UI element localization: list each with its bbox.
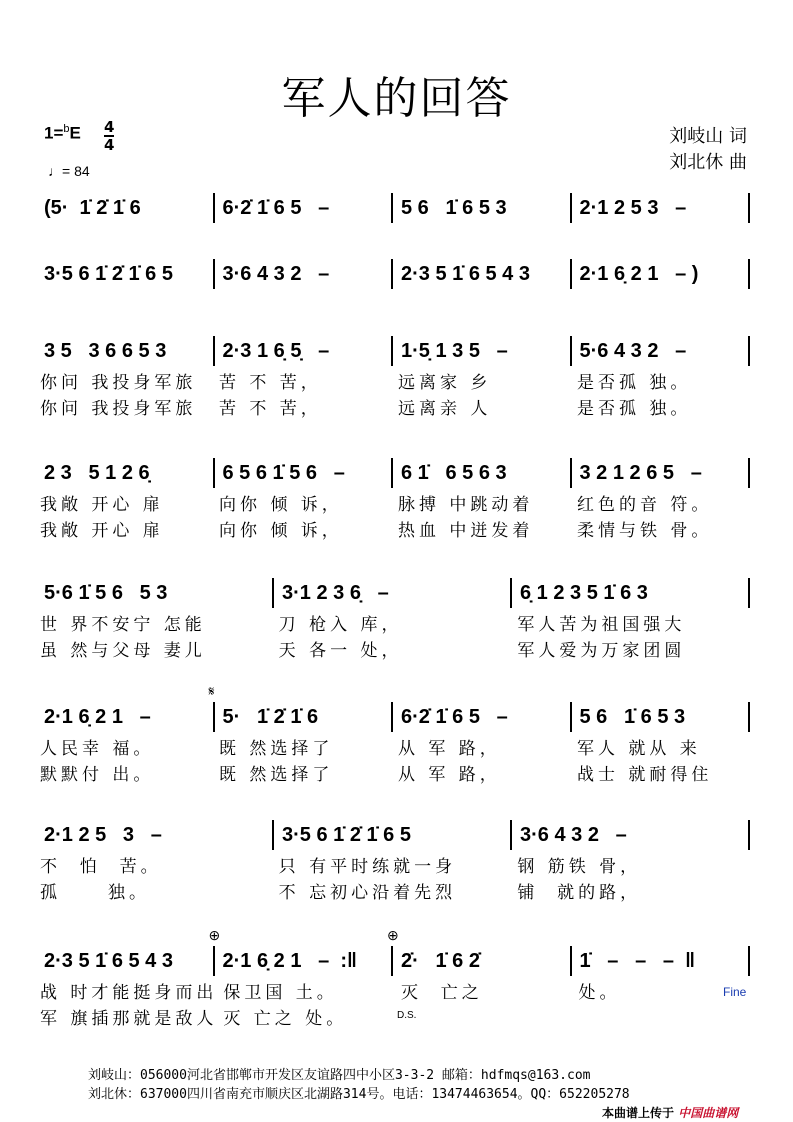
score-row	[40, 683, 750, 788]
measure-notes: 3 5 3 6 6 5 3	[44, 340, 167, 362]
measure-notes: 3·1 2 3 6̣ –	[282, 582, 389, 604]
lyrics-verse-2	[40, 638, 750, 664]
lyric-segment	[572, 1006, 750, 1032]
notes-line	[40, 193, 750, 223]
lyric-segment: 只 有平时练就一身	[278, 857, 457, 877]
measure-notes: 6·2̇ 1̇ 6 5 –	[222, 197, 330, 219]
measure	[40, 946, 215, 976]
notes-line	[40, 683, 750, 732]
measure	[215, 336, 394, 366]
lyric-segment: 战士 就耐得住	[577, 765, 713, 785]
lyric-segment: 是否孤 独。	[577, 399, 692, 419]
lyric-segment: 既 然选择了	[219, 765, 334, 785]
lyric-segment: 远离家 乡	[398, 373, 492, 393]
lyric-segment: 灭 亡之	[400, 983, 483, 1003]
lyric-segment: 向你 倾 诉，	[219, 521, 343, 541]
lyrics-verse-1	[40, 854, 750, 880]
lyric-segment: 不 怕 苦。	[40, 857, 162, 877]
measure	[393, 336, 572, 366]
measure-notes: 6 1̇ 6 5 6 3	[401, 462, 507, 484]
key-note: E	[69, 123, 81, 143]
lyric-segment: 不 忘初心沿着先烈	[278, 883, 457, 903]
lyric-segment: 热血 中迸发着	[398, 521, 534, 541]
lyric-segment: 你问 我投身军旅	[40, 373, 197, 393]
lyric-segment: 从 军 路，	[398, 739, 501, 759]
lyrics-verse-2	[40, 762, 750, 788]
upload-text: 本曲谱上传于	[602, 1106, 675, 1120]
lyrics-verse-1	[40, 492, 750, 518]
time-signature	[104, 119, 114, 153]
measure	[387, 927, 572, 976]
lyric-segment: 苦 不 苦，	[219, 373, 322, 393]
measure-notes: 2·3 1 6̣ 5̣ –	[222, 340, 330, 362]
score-row	[40, 927, 750, 1032]
lyric-segment: 处。	[578, 983, 621, 1003]
lyrics-verse-1	[40, 612, 750, 638]
lyric-segment: 战 时才能挺身而出	[40, 983, 218, 1003]
upload-note	[600, 1106, 740, 1121]
notes-line	[40, 820, 750, 850]
measure-notes: 6·2̇ 1̇ 6 5 –	[401, 706, 508, 728]
time-bottom: 4	[104, 136, 115, 154]
lyric-segment: 虽 然与父母 妻儿	[40, 641, 206, 661]
measure	[572, 946, 751, 976]
measure	[572, 458, 751, 488]
lyric-segment: 我敞 开心 扉	[40, 495, 164, 515]
measure-notes: 3·6 4 3 2 –	[520, 824, 627, 846]
measure	[572, 259, 751, 289]
measure-notes: 2·3 5 1̇ 6 5 4 3	[401, 263, 530, 285]
measure-notes: 5· 1̇ 2̇ 1̇ 6	[222, 706, 319, 728]
score-row	[40, 820, 750, 906]
measure-notes: 2̇· 1̇ 6 2̇	[401, 950, 480, 972]
measure	[393, 458, 572, 488]
measure-notes: 6̣ 1 2 3 5 1̇ 6 3	[520, 582, 648, 604]
measure-notes: 5 6 1̇ 6 5 3	[401, 197, 507, 219]
measure	[274, 578, 512, 608]
segno-sign-icon: 𝄋	[208, 683, 215, 699]
measure-notes: 1̇ – – – ‖	[579, 950, 696, 972]
measure	[393, 702, 572, 732]
measure	[215, 458, 394, 488]
lyric-segment: 既 然选择了	[219, 739, 334, 759]
measure	[512, 578, 750, 608]
key-signature	[44, 123, 81, 144]
measure	[40, 259, 215, 289]
lyrics-verse-1	[40, 980, 750, 1006]
lyric-segment: 孤 独。	[40, 883, 151, 903]
lyric-segment: 从 军 路，	[398, 765, 501, 785]
measure-notes: 3·5 6 1̇ 2̇ 1̇ 6 5	[44, 263, 173, 285]
lyrics-verse-1	[40, 736, 750, 762]
score-row	[40, 193, 750, 223]
lyric-segment: 灭 亡之 处。	[223, 1009, 348, 1029]
lyric-segment: 红色的音 符。	[577, 495, 713, 515]
lyric-segment: 人民幸 福。	[40, 739, 155, 759]
lyric-segment: 你问 我投身军旅	[40, 399, 197, 419]
measure	[215, 193, 394, 223]
lyric-segment: 军人苦为祖国强大	[517, 615, 686, 635]
measure-notes: 2 3 5 1 2 6̣	[44, 462, 150, 484]
key-prefix: 1=	[44, 123, 64, 143]
measure-notes: 3 2 1 2 6 5 –	[579, 462, 702, 484]
lyrics-verse-2	[40, 880, 750, 906]
lyric-segment: 默默付 出。	[40, 765, 155, 785]
measure	[572, 702, 751, 732]
notes-line	[40, 336, 750, 366]
measure-notes: 1·5̣ 1 3 5 –	[401, 340, 508, 362]
measure-notes: 2·1 2 5 3 –	[579, 197, 687, 219]
lyric-segment: 军人 就从 来	[577, 739, 701, 759]
coda-sign-icon: ⊕	[387, 927, 399, 943]
lyric-segment: 苦 不 苦，	[219, 399, 322, 419]
fine-marking: Fine	[723, 985, 747, 999]
lyric-segment: 刀 枪入 库，	[278, 615, 403, 635]
measure	[393, 193, 572, 223]
measure	[40, 578, 274, 608]
measure	[274, 820, 512, 850]
measure	[208, 927, 394, 976]
measure-notes: 2·1 2 5 3 –	[44, 824, 162, 846]
measure	[40, 702, 215, 732]
lyric-segment	[395, 1006, 573, 1032]
lyric-segment: 钢 筋铁 骨，	[517, 857, 642, 877]
lyric-segment: 军 旗插那就是敌人	[40, 1009, 218, 1029]
measure-notes: (5· 1̇ 2̇ 1̇ 6	[44, 197, 141, 219]
composer-credit: 刘北休 曲	[669, 152, 747, 173]
footer-contact-1: 刘岐山：056000河北省邯郸市开发区友谊路四中小区3-3-2 邮箱：hdfmqs@163.com	[88, 1068, 591, 1083]
measure-notes: 5 6 1̇ 6 5 3	[579, 706, 686, 728]
site-logo: 中国曲谱网	[678, 1106, 739, 1120]
score-row	[40, 458, 750, 544]
lyric-segment: 军人爱为万家团圆	[517, 641, 686, 661]
flat-sign: b	[63, 123, 70, 135]
measure-notes: 5·6 4 3 2 –	[579, 340, 687, 362]
measure	[512, 820, 750, 850]
coda-sign-icon: ⊕	[208, 927, 221, 943]
measure-notes: 2·1 6̣ 2 1 – )	[579, 263, 699, 285]
notes-line	[40, 259, 750, 289]
measure	[40, 458, 215, 488]
measure	[40, 820, 274, 850]
lyric-segment: 铺 就的路，	[517, 883, 642, 903]
ds-marking: D.S.	[397, 1010, 417, 1021]
lyric-segment: 柔情与铁 骨。	[577, 521, 713, 541]
measure	[572, 193, 751, 223]
lyric-segment: 脉搏 中跳动着	[398, 495, 534, 515]
measure	[393, 259, 572, 289]
lyric-segment: 我敞 开心 扉	[40, 521, 164, 541]
score-row	[40, 259, 750, 289]
measure-notes: 5·6 1̇ 5 6 5 3	[44, 582, 168, 604]
song-title: 军人的回答	[281, 73, 512, 124]
measure	[40, 336, 215, 366]
lyrics-verse-2	[40, 518, 750, 544]
lyric-segment: 是否孤 独。	[577, 373, 692, 393]
score-row	[40, 578, 750, 664]
measure	[40, 193, 215, 223]
measure	[215, 259, 394, 289]
time-top: 4	[104, 118, 115, 136]
measure-notes: 3·6 4 3 2 –	[222, 263, 330, 285]
lyric-segment: 天 各一 处，	[278, 641, 403, 661]
lyricist-credit: 刘岐山 词	[669, 126, 747, 147]
lyric-segment: 远离亲 人	[398, 399, 492, 419]
lyrics-verse-2	[40, 1006, 750, 1032]
lyric-segment: 世 界不安宁 怎能	[40, 615, 206, 635]
measure-notes: 6 5 6 1̇ 5 6 –	[222, 462, 345, 484]
measure	[572, 336, 751, 366]
measure	[208, 683, 394, 732]
notes-line	[40, 578, 750, 608]
measure-notes: 2·1 6̣ 2 1 – :‖	[222, 950, 357, 972]
tempo-marking: ♩= 84	[48, 163, 90, 179]
notes-line	[40, 927, 750, 976]
notes-line	[40, 458, 750, 488]
measure-notes: 2·1 6̣ 2 1 –	[44, 706, 151, 728]
lyric-segment: 向你 倾 诉，	[219, 495, 343, 515]
lyrics-verse-2	[40, 396, 750, 422]
score-row	[40, 336, 750, 422]
measure-notes: 2·3 5 1̇ 6 5 4 3	[44, 950, 173, 972]
footer-contact-2: 刘北休：637000四川省南充市顺庆区北湖路314号。电话：13474463654。QQ：652205278	[88, 1087, 630, 1102]
lyric-segment: 保卫国 土。	[223, 983, 338, 1003]
lyrics-verse-1	[40, 370, 750, 396]
measure-notes: 3·5 6 1̇ 2̇ 1̇ 6 5	[282, 824, 411, 846]
